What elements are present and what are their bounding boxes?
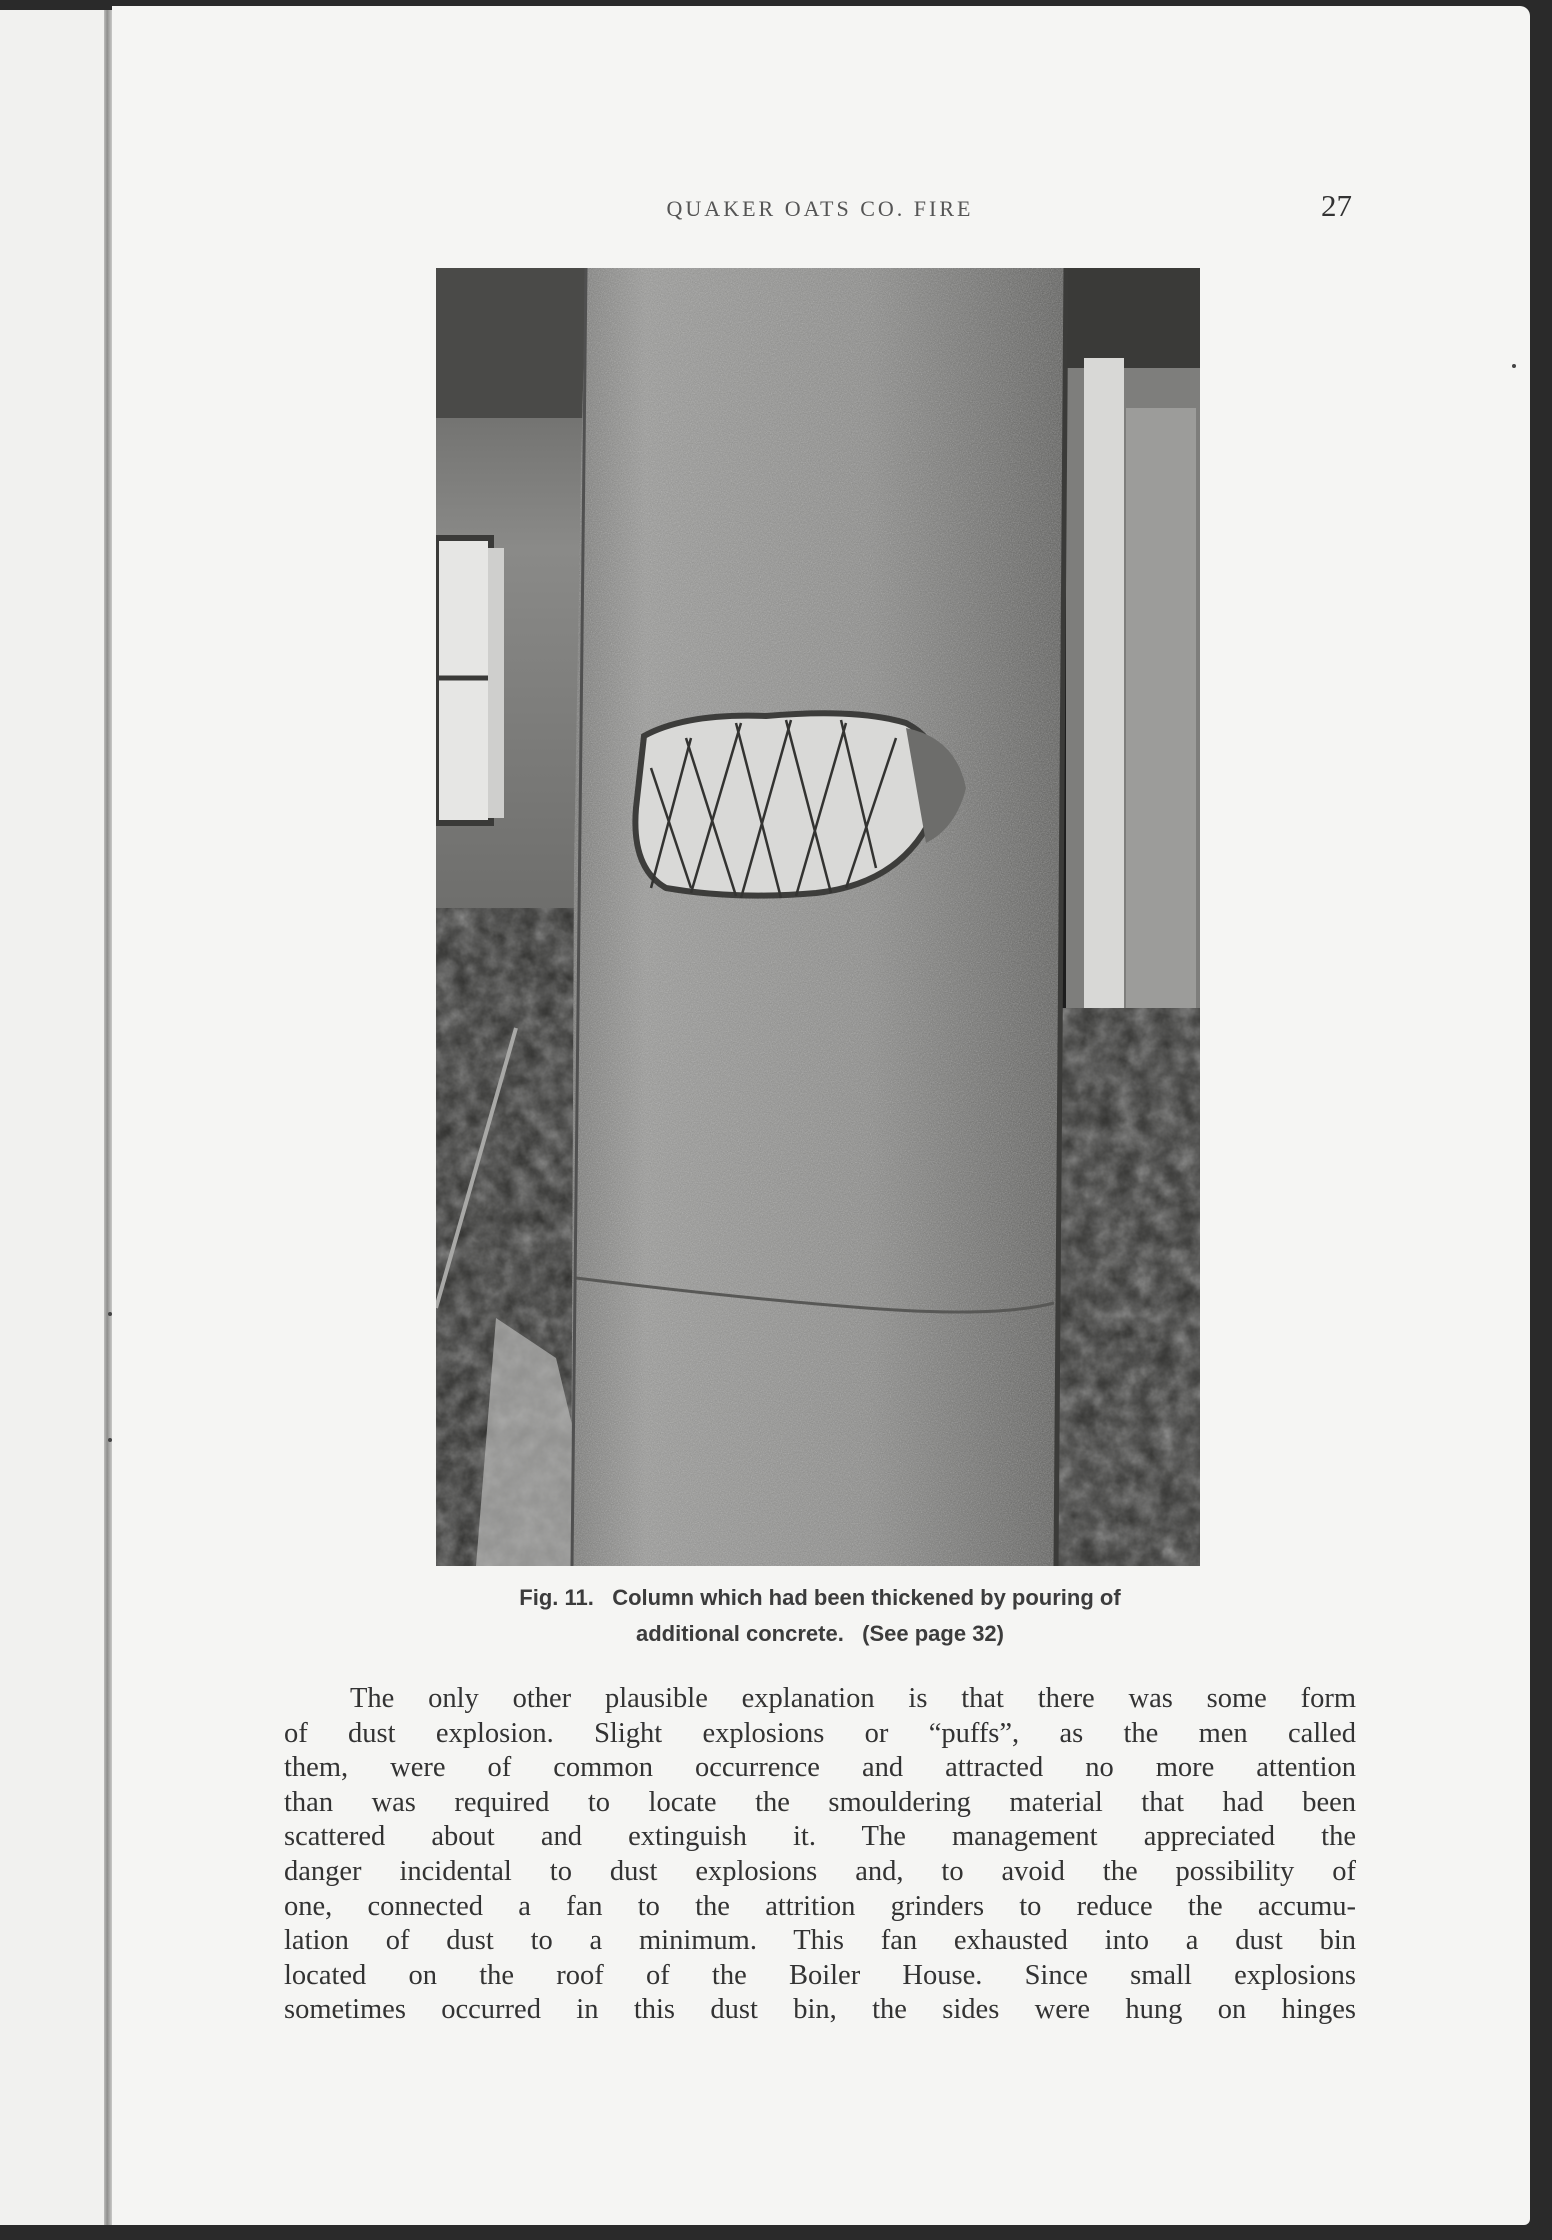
text-line: one, connected a fan to the attrition grinders to reduce the accumu-: [284, 1890, 1356, 1922]
caption-line: additional concrete. (See page 32): [636, 1621, 1004, 1646]
scan-speck: [108, 1312, 112, 1316]
text-line: The only other plausible explanation is that there was some form: [350, 1683, 1356, 1714]
facing-page-edge: [0, 10, 108, 2225]
text-line: them, were of common occurrence and attracted no more attention: [284, 1752, 1356, 1784]
text-line: of dust explosion. Slight explosions or “puffs”, as the men called: [284, 1717, 1356, 1749]
running-head: QUAKER OATS CO. FIRE: [666, 196, 974, 221]
text-line: danger incidental to dust explosions and, to avoid the possibility of: [284, 1855, 1356, 1887]
caption-line: Fig. 11. Column which had been thickened by pouring of: [519, 1585, 1121, 1610]
figure-photo: [436, 268, 1200, 1566]
scan-speck: [108, 1438, 112, 1442]
text-line: lation of dust to a minimum. This fan exhausted into a dust bin: [284, 1925, 1356, 1957]
figure-caption: [400, 1580, 1240, 1652]
body-paragraph: [284, 1682, 1356, 2028]
page-number: 27: [1321, 188, 1352, 223]
column-photograph: [436, 268, 1200, 1566]
scan-speck: [1512, 364, 1516, 368]
text-line: than was required to locate the smouldering material that had been: [284, 1786, 1356, 1818]
text-line: located on the roof of the Boiler House. Since small explosions: [284, 1959, 1356, 1991]
text-line: scattered about and extinguish it. The management appreciated the: [284, 1821, 1356, 1853]
book-gutter: [104, 10, 112, 2225]
text-line: sometimes occurred in this dust bin, the sides were hung on hinges: [284, 1994, 1356, 2026]
